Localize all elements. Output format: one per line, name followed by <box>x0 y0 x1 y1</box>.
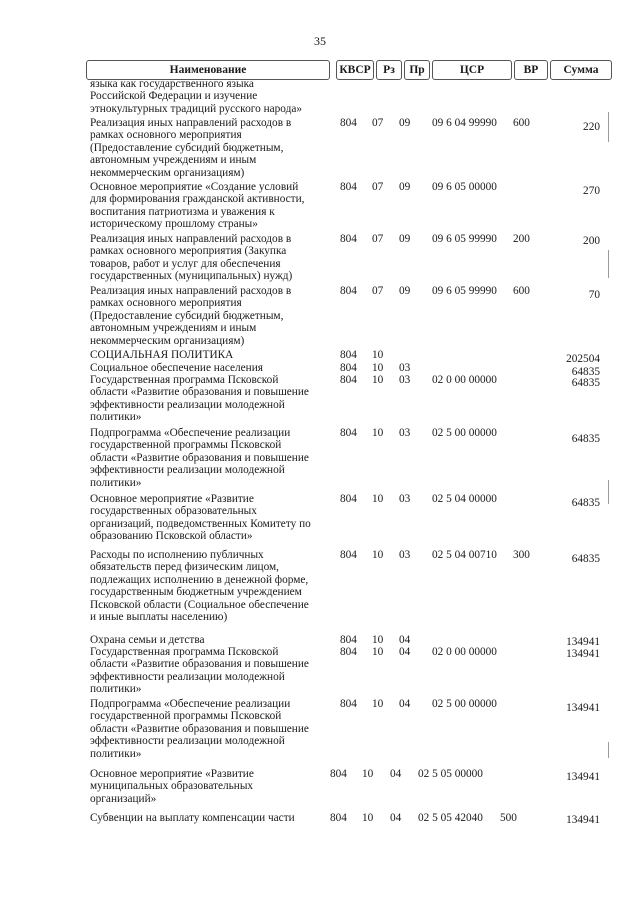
row-pr: 04 <box>390 768 402 780</box>
row-name: Подпрограмма «Обеспечение реализации государственной программы Псковской области «Развитие образования и повышение эффективности реализации молодежной политики» <box>90 698 309 760</box>
row-sum: 64835 <box>571 433 600 445</box>
row-name: Реализация иных направлений расходов в рамках основного мероприятия (Закупка товаров, работ и услуг для обеспечения государственных (муниципальных) нужд) <box>90 233 293 283</box>
row-sum: 64835 <box>571 377 600 389</box>
row-name: Реализация иных направлений расходов в рамках основного мероприятия (Предоставление субсидий бюджетным, автономным учреждениям и иным некоммерческим организациям) <box>90 117 292 179</box>
row-sum: 270 <box>583 185 600 197</box>
row-pr: 09 <box>399 117 411 129</box>
row-name: Социальное обеспечение населения <box>90 362 263 374</box>
page-number: 35 <box>314 34 326 48</box>
row-sum: 134941 <box>566 814 600 826</box>
row-name: Государственная программа Псковской области «Развитие образования и повышение эффективности реализации молодежной политики» <box>90 646 309 696</box>
row-name: Реализация иных направлений расходов в рамках основного мероприятия (Предоставление субсидий бюджетным, автономным учреждениям и иным некоммерческим организациям) <box>90 285 292 347</box>
row-pr: 03 <box>399 427 411 439</box>
row-sum: 220 <box>583 121 600 133</box>
row-name: Основное мероприятие «Создание условий для формирования гражданской активности, воспитания патриотизма и уважения к историческому прошлому страны» <box>90 181 305 231</box>
row-rz: 10 <box>372 698 384 710</box>
row-name: языка как государственного языка Российской Федерации и изучение этнокультурных традиций русского народа» <box>90 78 303 115</box>
row-kvsr: 804 <box>340 698 357 710</box>
row-name: Основное мероприятие «Развитие государственных образовательных организаций, подведомственных Комитету по образованию Псковской области» <box>90 493 311 543</box>
row-csr: 02 5 04 00710 <box>432 549 497 561</box>
row-kvsr: 804 <box>340 349 357 361</box>
table-row <box>0 181 640 233</box>
row-name: Субвенции на выплату компенсации части <box>90 812 295 824</box>
table-row <box>0 233 640 285</box>
table-row <box>0 698 640 768</box>
row-pr: 09 <box>399 181 411 193</box>
row-kvsr: 804 <box>340 233 357 245</box>
row-sum: 134941 <box>566 648 600 660</box>
header-rz: Рз <box>376 60 402 80</box>
row-pr: 04 <box>399 698 411 710</box>
header-kvsr: КВСР <box>336 60 374 80</box>
row-csr: 09 6 05 99990 <box>432 285 497 297</box>
row-csr: 02 0 00 00000 <box>432 646 497 658</box>
row-sum: 202504 <box>566 353 600 365</box>
budget-table-body <box>0 78 640 826</box>
row-sum: 134941 <box>566 771 600 783</box>
row-kvsr: 804 <box>340 362 357 374</box>
table-row <box>0 493 640 549</box>
row-rz: 10 <box>372 362 384 374</box>
table-row <box>0 78 640 117</box>
row-vr: 200 <box>513 233 530 245</box>
table-row <box>0 634 640 646</box>
row-pr: 04 <box>399 634 411 646</box>
header-csr: ЦСР <box>432 60 512 80</box>
row-sum: 64835 <box>571 366 600 378</box>
table-row <box>0 349 640 365</box>
row-rz: 07 <box>372 117 384 129</box>
table-row <box>0 768 640 812</box>
row-sum: 134941 <box>566 636 600 648</box>
row-csr: 02 5 04 00000 <box>432 493 497 505</box>
row-csr: 09 6 04 99990 <box>432 117 497 129</box>
row-rz: 10 <box>372 374 384 386</box>
row-csr: 02 5 05 42040 <box>418 812 483 824</box>
row-pr: 09 <box>399 285 411 297</box>
header-pr: Пр <box>404 60 430 80</box>
row-kvsr: 804 <box>340 634 357 646</box>
row-rz: 10 <box>372 634 384 646</box>
row-sum: 200 <box>583 235 600 247</box>
row-kvsr: 804 <box>340 427 357 439</box>
row-vr: 600 <box>513 117 530 129</box>
row-csr: 02 5 00 00000 <box>432 427 497 439</box>
row-name: Охрана семьи и детства <box>90 634 205 646</box>
row-kvsr: 804 <box>330 768 347 780</box>
row-kvsr: 804 <box>340 285 357 297</box>
row-rz: 10 <box>372 349 384 361</box>
row-pr: 03 <box>399 374 411 386</box>
table-row <box>0 117 640 181</box>
table-row <box>0 549 640 634</box>
row-sum: 70 <box>588 289 600 301</box>
row-rz: 07 <box>372 233 384 245</box>
row-kvsr: 804 <box>340 493 357 505</box>
row-kvsr: 804 <box>340 181 357 193</box>
row-name: Государственная программа Псковской области «Развитие образования и повышение эффективности реализации молодежной политики» <box>90 374 309 424</box>
row-vr: 500 <box>500 812 517 824</box>
row-kvsr: 804 <box>340 374 357 386</box>
row-name: Основное мероприятие «Развитие муниципальных образовательных организаций» <box>90 768 254 805</box>
row-vr: 600 <box>513 285 530 297</box>
row-rz: 10 <box>372 646 384 658</box>
row-csr: 02 0 00 00000 <box>432 374 497 386</box>
row-kvsr: 804 <box>340 646 357 658</box>
row-sum: 64835 <box>571 497 600 509</box>
row-sum: 64835 <box>571 553 600 565</box>
row-pr: 04 <box>399 646 411 658</box>
table-row <box>0 362 640 378</box>
row-rz: 07 <box>372 181 384 193</box>
row-rz: 10 <box>362 812 374 824</box>
header-name: Наименование <box>86 60 330 80</box>
row-sum: 134941 <box>566 702 600 714</box>
row-rz: 10 <box>372 427 384 439</box>
table-row <box>0 374 640 427</box>
row-csr: 02 5 00 00000 <box>432 698 497 710</box>
row-kvsr: 804 <box>330 812 347 824</box>
row-rz: 10 <box>372 549 384 561</box>
header-vr: ВР <box>514 60 548 80</box>
row-kvsr: 804 <box>340 549 357 561</box>
row-csr: 09 6 05 99990 <box>432 233 497 245</box>
row-pr: 03 <box>399 493 411 505</box>
row-kvsr: 804 <box>340 117 357 129</box>
row-name: Подпрограмма «Обеспечение реализации государственной программы Псковской области «Развитие образования и повышение эффективности реализации молодежной политики» <box>90 427 309 489</box>
table-row <box>0 285 640 349</box>
header-sum: Сумма <box>550 60 612 80</box>
table-row <box>0 646 640 698</box>
row-rz: 10 <box>372 493 384 505</box>
row-name: СОЦИАЛЬНАЯ ПОЛИТИКА <box>90 349 234 361</box>
row-pr: 03 <box>399 549 411 561</box>
row-pr: 09 <box>399 233 411 245</box>
row-rz: 07 <box>372 285 384 297</box>
row-csr: 09 6 05 00000 <box>432 181 497 193</box>
row-rz: 10 <box>362 768 374 780</box>
row-vr: 300 <box>513 549 530 561</box>
table-row <box>0 812 640 826</box>
row-csr: 02 5 05 00000 <box>418 768 483 780</box>
table-row <box>0 427 640 493</box>
row-pr: 03 <box>399 362 411 374</box>
row-pr: 04 <box>390 812 402 824</box>
row-name: Расходы по исполнению публичных обязательств перед физическим лицом, подлежащих исполнению в денежной форме, государственным бюджетным учреждением Псковской области (Социальное обеспечение и иные выплаты населению) <box>90 549 309 624</box>
